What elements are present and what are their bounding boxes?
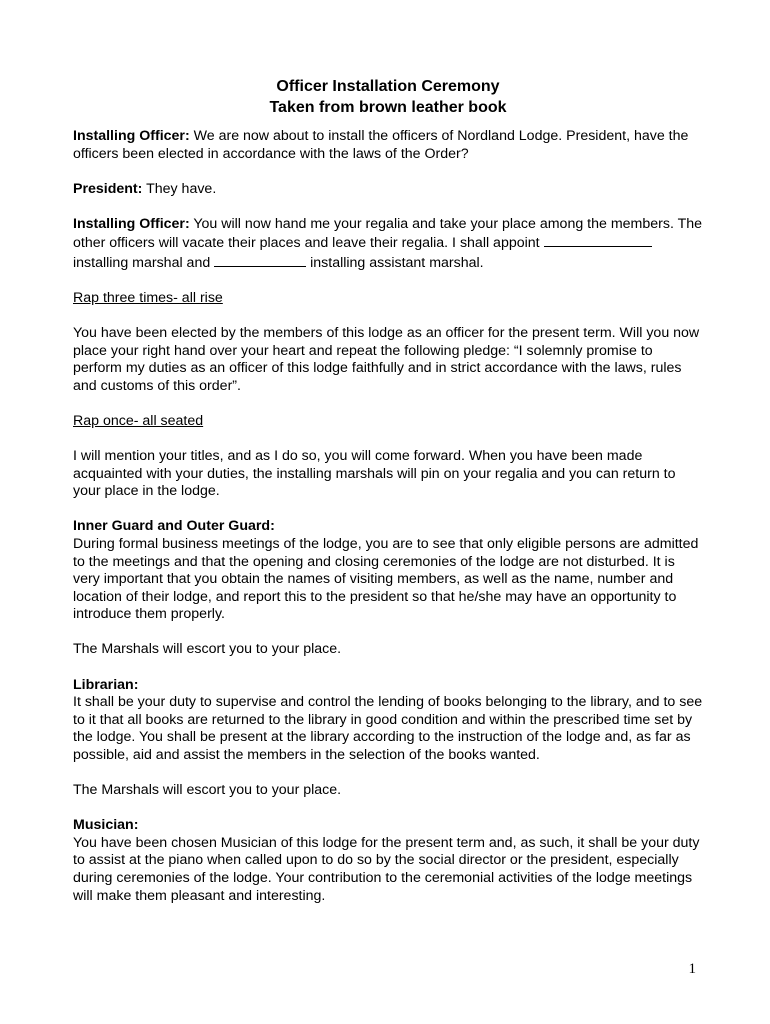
instruction-rap-seated: Rap once- all seated <box>73 413 204 430</box>
section-guard <box>73 518 703 624</box>
section-heading: Librarian: <box>73 676 139 693</box>
section-text: You have been chosen Musician of this lodge for the present term and, as such, it shall be your duty to assist at the piano when called upon to do so by the social director or the president, especially during ceremonies of the lodge. Your contribution to the ceremonial activities of the lodge meetings will make them pleasant and interesting. <box>73 834 700 904</box>
paragraph-pledge: You have been elected by the members of this lodge as an officer for the present term. Will you now place your right hand over your heart and repeat the following pledge: “I solemnly promise to perform my duties as an officer of this lodge faithfully and in strict accordance with the laws, rules and customs of this order”. <box>73 325 700 394</box>
assistant-marshal-name-blank <box>214 253 306 267</box>
section-text: During formal business meetings of the lodge, you are to see that only eligible persons are admitted to the meetings and that the opening and closing ceremonies of the lodge are not disturbed. It is very important that you obtain the names of visiting members, as well as the name, number and location of their lodge, and report this to the president so that he/she may have an opportunity to introduce them properly. <box>73 536 699 623</box>
speaker-label: Installing Officer: <box>73 215 190 232</box>
document-body <box>73 76 703 923</box>
section-heading: Musician: <box>73 817 139 834</box>
paragraph-text: You will now hand me your regalia and take your place among the members. The other officers will vacate their places and leave their regalia. I shall appoint <box>73 215 703 252</box>
speaker-label: Installing Officer: <box>73 128 190 144</box>
paragraph-escort-1: The Marshals will escort you to your place. <box>73 641 342 658</box>
section-heading: Inner Guard and Outer Guard: <box>73 518 275 535</box>
paragraph-escort-2: The Marshals will escort you to your place. <box>73 782 342 799</box>
paragraph-installing-officer-2 <box>73 216 703 273</box>
section-musician <box>73 817 703 905</box>
title-line-1: Officer Installation Ceremony <box>276 78 500 95</box>
title-line-2: Taken from brown leather book <box>269 99 507 116</box>
paragraph-text: We are now about to install the officers of Nordland Lodge. President, have the officers been elected in accordance with the laws of the Order? <box>73 128 689 162</box>
marshal-name-blank <box>544 233 652 247</box>
paragraph-text: installing marshal and <box>73 254 215 271</box>
paragraph-installing-officer-1 <box>73 128 703 163</box>
instruction-rap-rise: Rap three times- all rise <box>73 290 223 307</box>
section-text: It shall be your duty to supervise and control the lending of books belonging to the library, and to see to it that all books are returned to the library in good condition and within the prescribed time set by the lodge. You shall be present at the library according to the instruction of the lodge and, as far as possible, aid and assist the members in the selection of the books wanted. <box>73 694 703 763</box>
speaker-label: President: <box>73 180 143 197</box>
document-title <box>73 76 703 118</box>
page-number: 1 <box>688 961 696 977</box>
section-librarian <box>73 677 703 765</box>
paragraph-titles-intro: I will mention your titles, and as I do so, you will come forward. When you have been made acquainted with your duties, the installing marshals will pin on your regalia and you can return to your place in the lodge. <box>73 448 676 500</box>
paragraph-text: They have. <box>142 180 217 197</box>
paragraph-text: installing assistant marshal. <box>306 254 484 271</box>
paragraph-president <box>73 181 703 199</box>
